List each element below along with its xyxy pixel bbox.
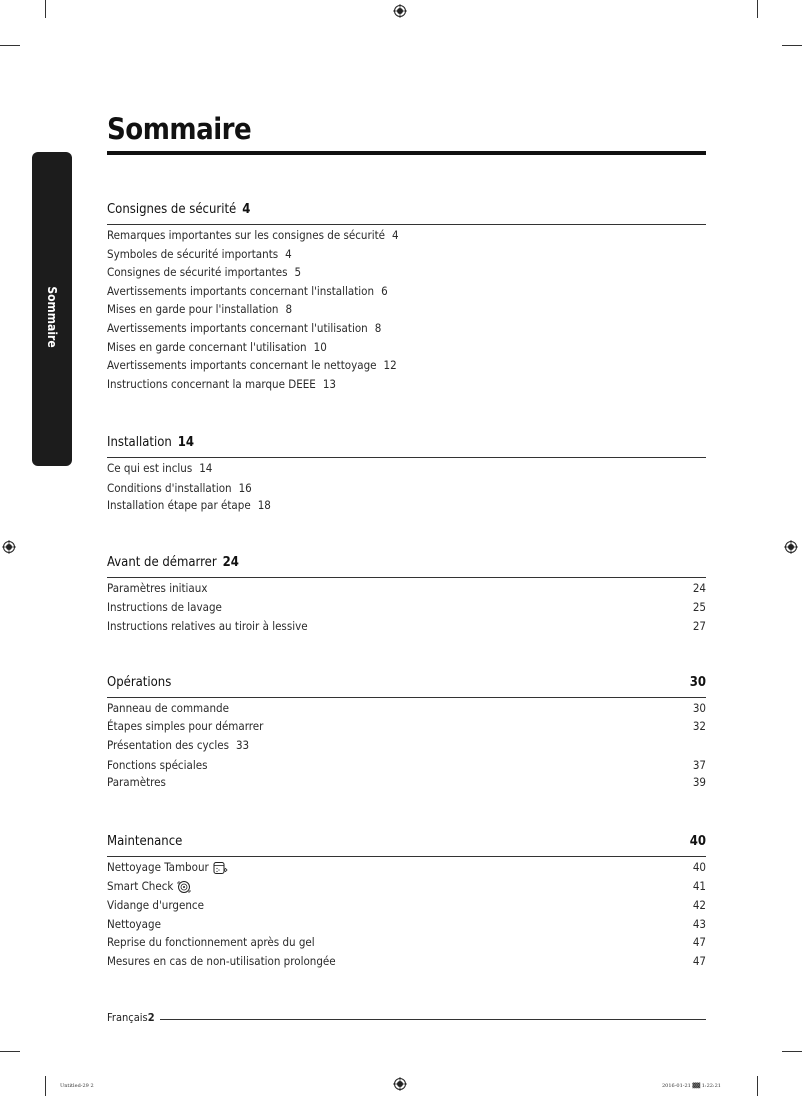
- toc-entry-page: 24: [692, 581, 706, 595]
- toc-entry[interactable]: [107, 321, 706, 340]
- toc-entry-label: Consignes de sécurité importantes: [107, 265, 288, 279]
- registration-mark-icon: [784, 540, 798, 554]
- toc-entry[interactable]: [107, 228, 706, 247]
- toc-entry-label: Remarques importantes sur les consignes de sécurité: [107, 228, 386, 242]
- section-title: Opérations: [107, 675, 172, 690]
- toc-section-maintenance: [107, 834, 706, 972]
- toc-entry-label: Panneau de commande: [107, 701, 229, 715]
- toc-entry-label: Mises en garde pour l'installation: [107, 302, 279, 316]
- toc-entry[interactable]: [107, 581, 706, 600]
- section-heading[interactable]: [107, 202, 706, 222]
- toc-entry-label: Symboles de sécurité importants: [107, 247, 279, 261]
- section-title: Consignes de sécurité: [107, 202, 237, 217]
- toc-entry[interactable]: [107, 340, 706, 358]
- crop-mark: [757, 0, 758, 18]
- toc-entry[interactable]: [107, 247, 706, 265]
- toc-entry[interactable]: [107, 860, 706, 879]
- toc-entry[interactable]: [107, 302, 706, 321]
- toc-entry-page: 8: [374, 321, 382, 335]
- page-footer: [107, 1011, 155, 1024]
- toc-entry-page: 41: [692, 879, 706, 893]
- section-title: Maintenance: [107, 834, 183, 849]
- page-number: 2: [147, 1011, 155, 1024]
- smart-check-icon: [177, 880, 192, 894]
- toc-entry-page: 12: [383, 358, 397, 372]
- toc-entry-page: 32: [692, 719, 706, 733]
- toc-entry-page: 40: [692, 860, 706, 874]
- toc-entry-label: Nettoyage Tambour: [107, 860, 209, 874]
- toc-entry-page: 4: [392, 228, 399, 242]
- section-heading[interactable]: [107, 675, 706, 695]
- toc-entry-label: Ce qui est inclus: [107, 461, 193, 475]
- section-rule: [107, 697, 706, 698]
- section-page: 24: [222, 555, 239, 570]
- toc-entry-label: Avertissements importants concernant l'utilisation: [107, 321, 368, 335]
- toc-entry-page: 14: [199, 461, 213, 475]
- toc-entry-page: 33: [235, 738, 250, 752]
- section-heading[interactable]: [107, 834, 706, 854]
- toc-entry[interactable]: [107, 719, 706, 738]
- toc-entry[interactable]: [107, 600, 706, 619]
- toc-entry-label: Mesures en cas de non-utilisation prolongée: [107, 954, 336, 968]
- toc-entry-page: 18: [257, 498, 271, 512]
- toc-entry-page: 42: [692, 898, 706, 912]
- section-heading[interactable]: [107, 435, 706, 455]
- toc-entry-label: Smart Check: [107, 879, 174, 893]
- section-rule: [107, 457, 706, 458]
- toc-entry-page: 30: [692, 701, 706, 715]
- toc-entry[interactable]: [107, 879, 706, 898]
- toc-entry-page: 43: [692, 917, 706, 931]
- toc-entry[interactable]: [107, 935, 706, 954]
- footer-rule: [160, 1019, 706, 1020]
- crop-mark: [45, 0, 46, 18]
- toc-entry-page: 27: [692, 619, 706, 633]
- toc-entry-label: Instructions de lavage: [107, 600, 222, 614]
- crop-mark: [45, 1076, 46, 1096]
- toc-entry-page: 16: [238, 481, 252, 495]
- footer-language: Français: [107, 1011, 148, 1024]
- section-page: 40: [689, 834, 706, 849]
- drum-clean-icon: [213, 861, 228, 875]
- section-page: 14: [177, 435, 195, 450]
- section-rule: [107, 856, 706, 857]
- side-tab-label: Sommaire: [45, 286, 59, 348]
- toc-entry-label: Étapes simples pour démarrer: [107, 719, 264, 733]
- toc-entry-label: Mises en garde concernant l'utilisation: [107, 340, 307, 354]
- toc-entry[interactable]: [107, 954, 706, 972]
- crop-mark: [757, 1076, 758, 1096]
- toc-entry-page: 13: [322, 377, 337, 391]
- toc-entry-label: Fonctions spéciales: [107, 758, 208, 772]
- toc-entry-label: Paramètres initiaux: [107, 581, 208, 595]
- toc-entry[interactable]: [107, 898, 706, 917]
- toc-entry[interactable]: [107, 265, 706, 284]
- section-page: 30: [689, 675, 706, 690]
- title-rule: [107, 151, 706, 155]
- toc-section-safety: [107, 202, 706, 395]
- toc-entry[interactable]: [107, 738, 706, 758]
- registration-mark-icon: [2, 540, 16, 554]
- crop-mark: [0, 45, 20, 46]
- toc-entry-label: Présentation des cycles: [107, 738, 229, 752]
- registration-mark-icon: [393, 1077, 407, 1091]
- crop-mark: [0, 1051, 20, 1052]
- page-title: Sommaire: [107, 112, 252, 146]
- toc-entry[interactable]: [107, 481, 706, 498]
- toc-entry[interactable]: [107, 917, 706, 935]
- section-heading[interactable]: [107, 555, 706, 575]
- section-page: 4: [242, 202, 251, 217]
- toc-entry-label: Conditions d'installation: [107, 481, 232, 495]
- toc-entry-page: 47: [692, 954, 706, 968]
- crop-mark: [782, 1051, 802, 1052]
- toc-entry-label: Installation étape par étape: [107, 498, 251, 512]
- toc-entry-page: 5: [294, 265, 302, 279]
- toc-entry-label: Nettoyage: [107, 917, 161, 931]
- section-rule: [107, 577, 706, 578]
- toc-section-before-start: [107, 555, 706, 638]
- print-slug-file: Untitled-29 2: [60, 1083, 94, 1089]
- section-title: Installation: [107, 435, 172, 450]
- toc-entry[interactable]: [107, 498, 706, 516]
- print-slug-date: 2016-01-21 ▓▓ 1:22:21: [662, 1083, 721, 1089]
- toc-entry-label: Avertissements importants concernant l'installation: [107, 284, 375, 298]
- toc-entry-page: 25: [692, 600, 706, 614]
- toc-entry-label: Instructions relatives au tiroir à lessive: [107, 619, 308, 633]
- toc-section-installation: [107, 435, 706, 516]
- toc-entry-page: 47: [692, 935, 706, 949]
- toc-entry-label: Instructions concernant la marque DEEE: [107, 377, 316, 391]
- toc-entry-page: 4: [285, 247, 292, 261]
- crop-mark: [782, 45, 802, 46]
- toc-entry[interactable]: [107, 358, 706, 377]
- toc-section-operations: [107, 675, 706, 793]
- section-title: Avant de démarrer: [107, 555, 217, 570]
- toc-entry[interactable]: [107, 758, 706, 775]
- toc-entry-label: Paramètres: [107, 775, 166, 789]
- toc-entry[interactable]: [107, 701, 706, 719]
- toc-entry[interactable]: [107, 377, 706, 395]
- toc-entry-page: 37: [692, 758, 706, 772]
- section-rule: [107, 224, 706, 225]
- toc-entry[interactable]: [107, 775, 706, 793]
- toc-entry-page: 6: [381, 284, 388, 298]
- toc-entry-page: 39: [692, 775, 706, 789]
- toc-entry[interactable]: [107, 284, 706, 302]
- toc-entry-label: Reprise du fonctionnement après du gel: [107, 935, 315, 949]
- toc-entry[interactable]: [107, 461, 706, 481]
- toc-entry-page: 8: [285, 302, 293, 316]
- toc-entry-page: 10: [313, 340, 327, 354]
- registration-mark-icon: [393, 4, 407, 18]
- toc-entry[interactable]: [107, 619, 706, 638]
- toc-entry-label: Vidange d'urgence: [107, 898, 204, 912]
- toc-entry-label: Avertissements importants concernant le nettoyage: [107, 358, 377, 372]
